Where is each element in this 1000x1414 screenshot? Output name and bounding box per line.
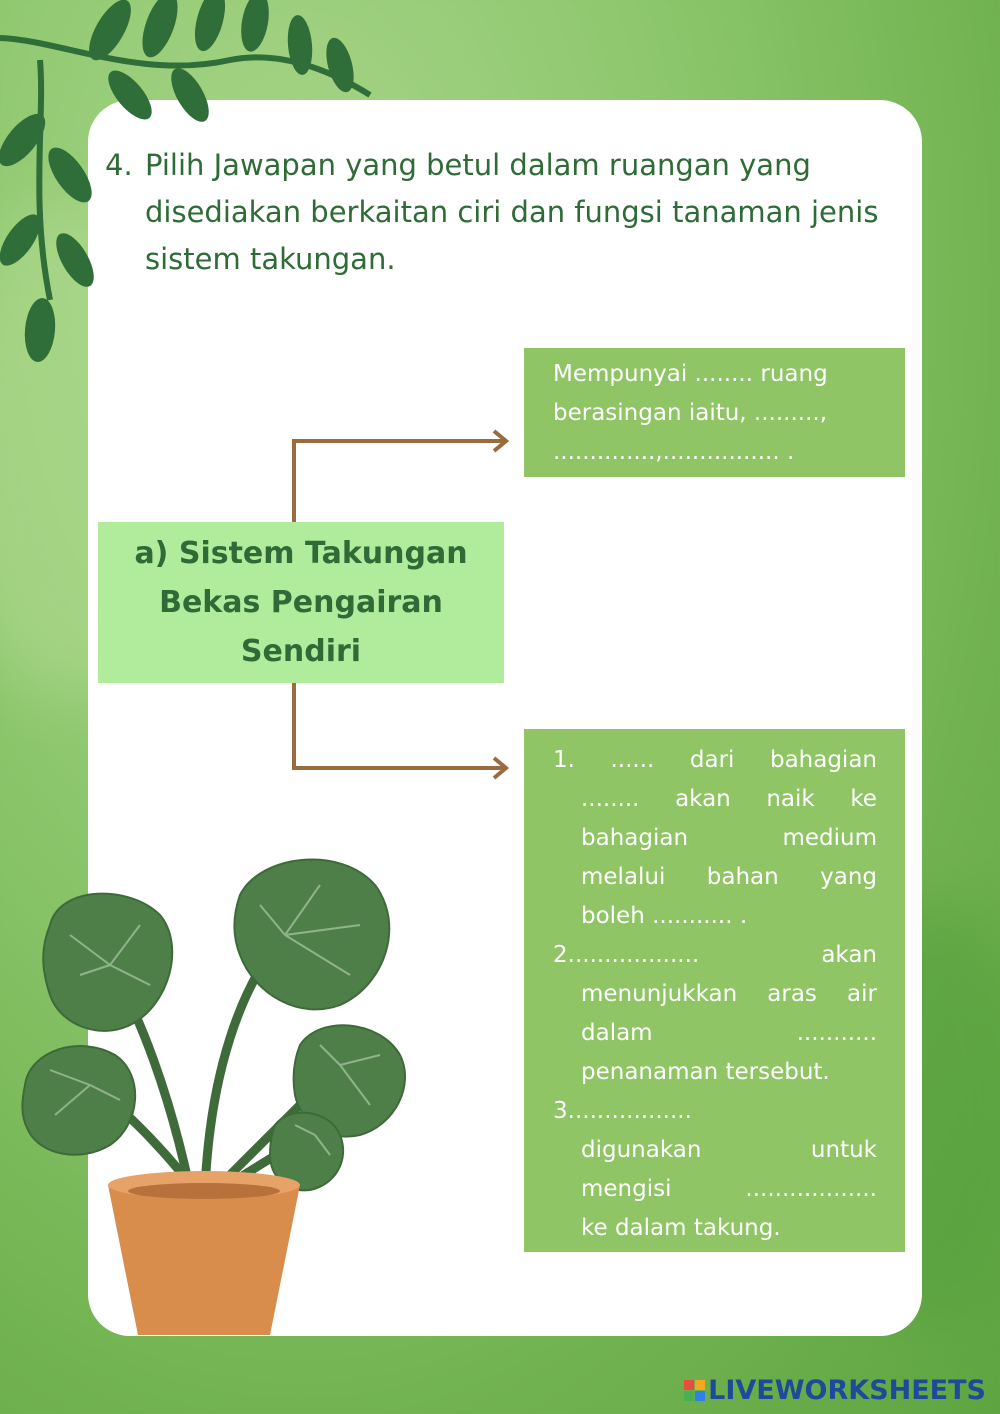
- list-number: 1.: [553, 747, 575, 773]
- question-line: Pilih Jawapan yang betul dalam ruangan yang: [145, 148, 811, 182]
- word: ke: [850, 786, 877, 812]
- list-item-1-row: boleh ........... .: [581, 903, 748, 929]
- word: air: [847, 981, 877, 1007]
- liveworksheets-logo: [684, 1375, 986, 1406]
- list-item-1-row: [581, 819, 877, 858]
- list-item-2-row: [553, 936, 877, 975]
- question-line: sistem takungan.: [145, 242, 396, 276]
- list-item-1-row: [581, 858, 877, 897]
- list-item-3-row: [581, 1170, 877, 1209]
- word: untuk: [810, 1137, 877, 1163]
- word: bahagian: [581, 825, 689, 851]
- list-item-3-row: [581, 1131, 877, 1170]
- blank: ......: [610, 747, 655, 773]
- blank: ..................: [745, 1176, 877, 1202]
- word: aras: [767, 981, 817, 1007]
- system-title-line: a) Sistem Takungan: [134, 536, 468, 571]
- list-item-2-row: [581, 975, 877, 1014]
- word: menunjukkan: [581, 981, 738, 1007]
- blank: ...........: [796, 1020, 877, 1046]
- list-item-3-row: [553, 1092, 877, 1131]
- word: bahagian: [769, 747, 877, 773]
- potted-plant-illustration: [20, 845, 420, 1345]
- answer-line: berasingan iaitu, .........,: [553, 400, 828, 426]
- logo-blocks-icon: [684, 1380, 705, 1401]
- system-title-line: Bekas Pengairan: [159, 585, 443, 620]
- list-item-3-row: ke dalam takung.: [581, 1215, 781, 1241]
- list-item-1-row: [553, 741, 877, 780]
- word: medium: [782, 825, 877, 851]
- word: dari: [689, 747, 735, 773]
- word: dalam: [581, 1020, 653, 1046]
- word: melalui: [581, 864, 666, 890]
- word: akan: [675, 786, 731, 812]
- list-number-with-blank: [553, 936, 699, 975]
- list-item-2-row: penanaman tersebut.: [581, 1059, 830, 1085]
- question-number: 4.: [105, 148, 133, 182]
- feature-answer-box[interactable]: [524, 348, 905, 477]
- system-title: [121, 529, 481, 676]
- list-number: 2.: [553, 942, 575, 968]
- word: akan: [821, 942, 877, 968]
- answer-line: ..............,................ .: [553, 439, 795, 465]
- question-line: disediakan berkaitan ciri dan fungsi tanaman jenis: [145, 195, 879, 229]
- system-title-box: [98, 522, 504, 683]
- list-number: 3.: [553, 1098, 575, 1124]
- word: yang: [820, 864, 877, 890]
- system-title-line: Sendiri: [240, 634, 362, 669]
- blank: .................: [574, 942, 700, 968]
- logo-text: LIVEWORKSHEETS: [708, 1375, 986, 1406]
- list-item-1-row: [581, 780, 877, 819]
- function-answer-box[interactable]: [524, 729, 905, 1252]
- blank: ........: [581, 786, 640, 812]
- word: mengisi: [581, 1176, 672, 1202]
- word: digunakan: [581, 1137, 702, 1163]
- word: naik: [766, 786, 815, 812]
- list-item-2-row: [581, 1014, 877, 1053]
- blank: ................: [574, 1098, 692, 1124]
- answer-line: Mempunyai ........ ruang: [553, 361, 828, 387]
- word: bahan: [706, 864, 779, 890]
